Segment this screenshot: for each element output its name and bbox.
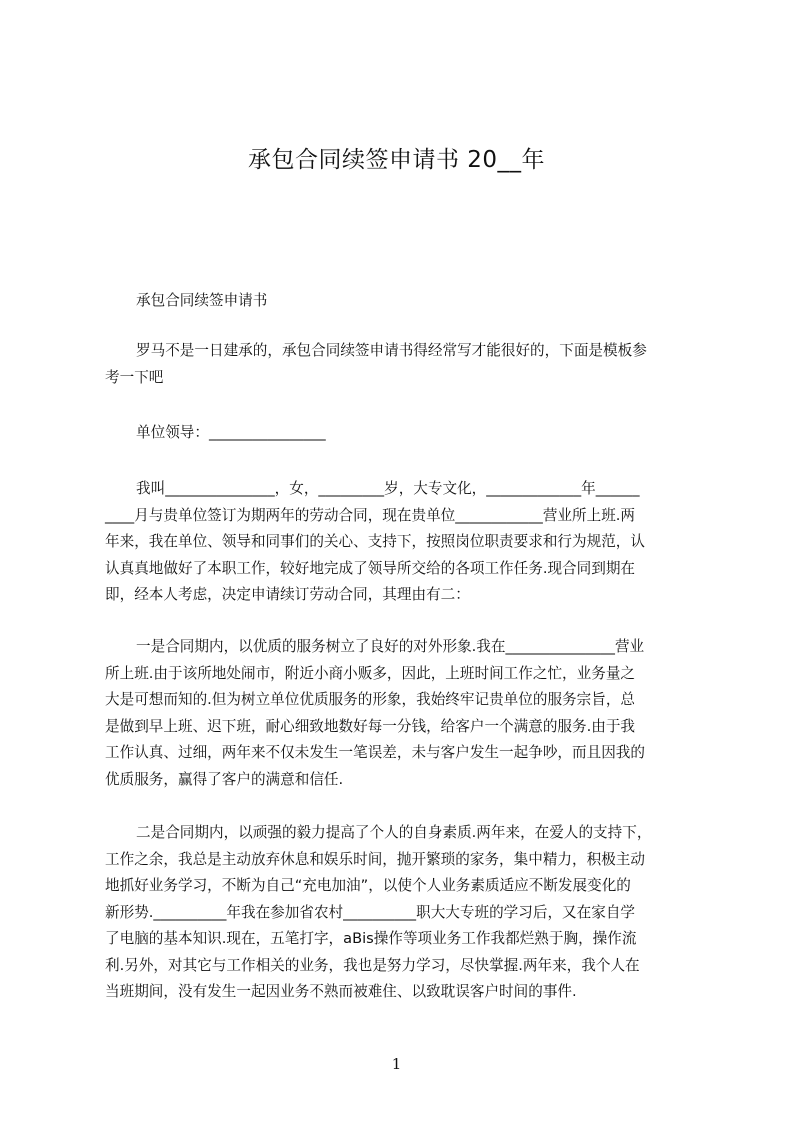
paragraph-line: 所上班.由于该所地处闹市，附近小商小贩多，因此，上班时间工作之忙，业务量之 [105, 664, 636, 682]
paragraph-line: 我叫_______________，女，_________岁，大专文化，_____________年______ [136, 480, 640, 497]
paragraph-line: 是做到早上班、迟下班，耐心细致地数好每一分钱，给客户一个满意的服务.由于我 [105, 717, 636, 735]
paragraph-line: 年来，我在单位、领导和同事们的关心、支持下，按照岗位职责要求和行为规范，认 [105, 533, 645, 550]
paragraph-line: 利.另外，对其它与工作相关的业务，我也是努力学习，尽快掌握.两年来，我个人在 [105, 956, 640, 974]
paragraph-line: 当班期间，没有发生一起因业务不熟而被难住、以致耽误客户时间的事件. [105, 983, 577, 1000]
paragraph-line: 一是合同期内，以优质的服务树立了良好的对外形象.我在_______________营业 [136, 638, 645, 655]
paragraph-line: 即，经本人考虑，决定申请续订劳动合同，其理由有二： [105, 586, 470, 603]
page-number: 1 [391, 1055, 402, 1073]
paragraph-line: 了电脑的基本知识.现在，五笔打字，aBis操作等项业务工作我都烂熟于胸，操作流 [105, 930, 637, 947]
salutation [105, 420, 736, 447]
body-paragraph-3 [105, 820, 705, 1006]
document-subtitle [105, 288, 736, 315]
document-title: 承包合同续签申请书 20__年 [247, 147, 546, 173]
intro-line: 考一下吧 [105, 368, 164, 386]
paragraph-line: 大是可想而知的.但为树立单位优质服务的形象，我始终牢记贵单位的服务宗旨，总 [105, 691, 636, 708]
salutation-text: 单位领导：________________ [136, 424, 326, 441]
intro-paragraph [105, 338, 705, 391]
paragraph-line: 地抓好业务学习，不断为自己“充电加油”，以使个人业务素质适应不断发展变化的 [105, 877, 631, 894]
subtitle-text: 承包合同续签申请书 [136, 292, 268, 309]
body-paragraph-2 [105, 634, 705, 793]
paragraph-line: 工作之余，我总是主动放弃休息和娱乐时间，抛开繁琐的家务，集中精力，积极主动 [105, 850, 645, 868]
paragraph-line: 工作认真、过细，两年来不仅未发生一笔误差，未与客户发生一起争吵，而且因我的 [105, 744, 645, 761]
body-paragraph-1 [105, 476, 705, 609]
paragraph-line: 二是合同期内，以顽强的毅力提高了个人的自身素质.两年来，在爱人的支持下， [136, 824, 652, 841]
intro-line: 罗马不是一日建承的，承包合同续签申请书得经常写才能很好的，下面是模板参 [136, 342, 647, 359]
paragraph-line: 优质服务，赢得了客户的满意和信任. [105, 770, 344, 788]
paragraph-line: 新形势.__________年我在参加省农村__________职大大专班的学习后，又在家自学 [105, 903, 636, 921]
paragraph-line: ____月与贵单位签订为期两年的劳动合同，现在贵单位____________营业所上班.两 [105, 506, 636, 524]
paragraph-line: 认真真地做好了本职工作，较好地完成了领导所交给的各项工作任务.现合同到期在 [105, 559, 636, 577]
